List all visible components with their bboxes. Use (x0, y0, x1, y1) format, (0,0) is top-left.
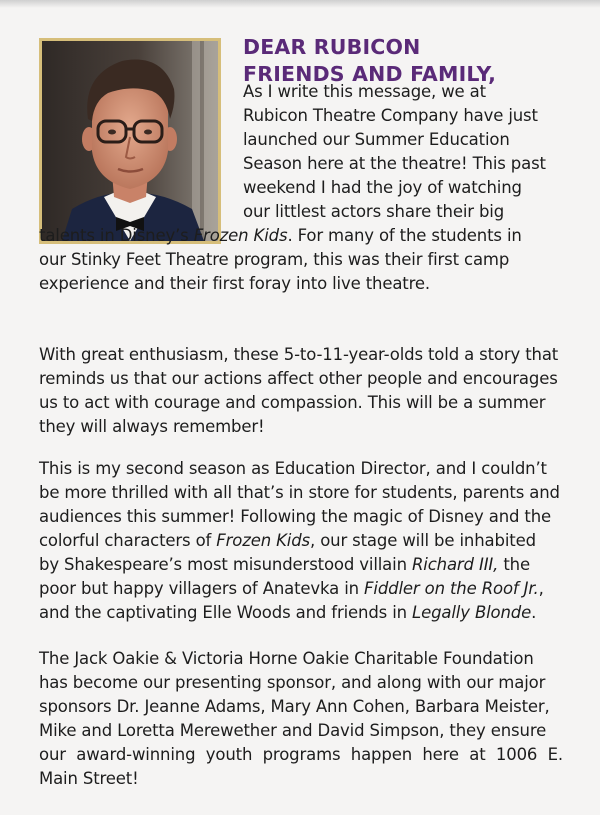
paragraph-3 (39, 457, 563, 625)
text-run: by Shakespeare’s most misunderstood villain (39, 555, 412, 574)
text-run: colorful characters of (39, 531, 217, 550)
text-run: the (498, 555, 530, 574)
text-line (39, 553, 563, 577)
text-line (39, 529, 563, 553)
text-line: launched our Summer Education (243, 130, 510, 149)
text-line: weekend I had the joy of watching (243, 178, 522, 197)
text-line: reminds us that our actions affect other people and encourages (39, 369, 558, 388)
text-line: they will always remember! (39, 417, 265, 436)
text-line: Rubicon Theatre Company have just (243, 106, 538, 125)
show-title-frozen-kids: Frozen Kids (216, 531, 310, 550)
text-run: , (538, 579, 544, 598)
show-title-frozen-kids: Frozen Kids (193, 226, 288, 245)
text-line: Main Street! (39, 769, 139, 788)
show-title-richard-iii: Richard III, (411, 555, 499, 574)
text-run: and the captivating Elle Woods and friends in (39, 603, 413, 622)
text-line (39, 577, 563, 601)
text-line: be more thrilled with all that’s in store for students, parents and (39, 483, 560, 502)
text-run: , our stage will be inhabited (310, 531, 536, 550)
text-line: Season here at the theatre! This past (243, 154, 546, 173)
paragraph-2 (39, 343, 563, 439)
text-line: The Jack Oakie & Victoria Horne Oakie Charitable Foundation (39, 649, 534, 668)
show-title-fiddler-on-the-roof: Fiddler on the Roof Jr. (364, 579, 539, 598)
text-line: our littlest actors share their big (243, 202, 505, 221)
heading-line-1: DEAR RUBICON (243, 35, 421, 59)
text-run: talents in Disney’s (39, 226, 194, 245)
heading-line-2: FRIENDS AND FAMILY, (243, 62, 497, 86)
text-line: our award-winning youth programs happen here at 1006 E. (39, 745, 563, 764)
text-run: poor but happy villagers of Anatevka in (39, 579, 365, 598)
text-line: Mike and Loretta Merewether and David Simpson, they ensure (39, 721, 547, 740)
text-line: our Stinky Feet Theatre program, this was their first camp (39, 250, 510, 269)
text-line (39, 224, 563, 248)
text-line: This is my second season as Education Director, and I couldn’t (39, 459, 547, 478)
text-line (39, 601, 563, 625)
paragraph-4 (39, 647, 563, 791)
text-line: sponsors Dr. Jeanne Adams, Mary Ann Cohen, Barbara Meister, (39, 697, 550, 716)
paragraph-1 (39, 80, 563, 296)
text-run: . (531, 603, 537, 622)
show-title-legally-blonde: Legally Blonde (412, 603, 532, 622)
text-line: has become our presenting sponsor, and along with our major (39, 673, 546, 692)
text-run: . For many of the students in (287, 226, 522, 245)
text-line: As I write this message, we at (243, 82, 486, 101)
text-line: us to act with courage and compassion. This will be a summer (39, 393, 546, 412)
text-line: experience and their first foray into live theatre. (39, 274, 430, 293)
text-line: With great enthusiasm, these 5-to-11-year-olds told a story that (39, 345, 559, 364)
text-line: audiences this summer! Following the magic of Disney and the (39, 507, 552, 526)
